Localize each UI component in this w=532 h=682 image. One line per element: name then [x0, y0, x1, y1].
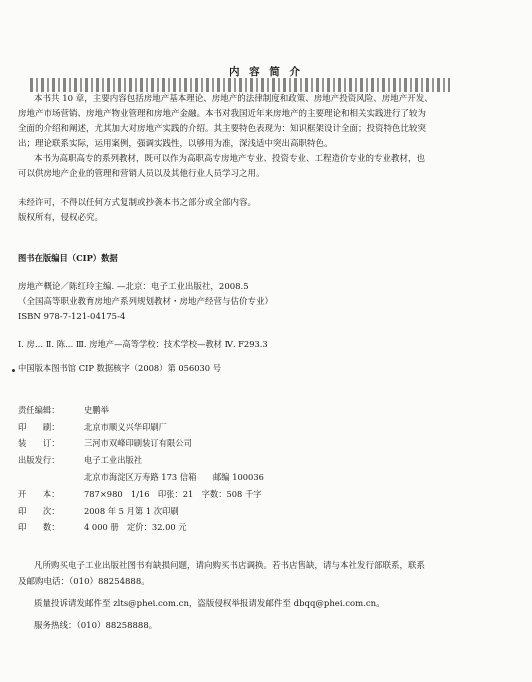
colophon-row [18, 454, 143, 466]
notice-block [18, 196, 498, 226]
notice-line: 版权所有，侵权必究。 [18, 213, 104, 223]
cip-heading: 图书在版编目（CIP）数据 [18, 253, 118, 263]
colophon-label: 开 本： [18, 489, 60, 499]
colophon-label: 装 订： [18, 438, 60, 448]
colophon-value: 电子工业出版社 [84, 455, 143, 465]
colophon-value: 北京市海淀区万寿路 173 信箱 邮编 100036 [84, 472, 264, 482]
colophon-row [18, 437, 192, 449]
cip-line: （全国高等职业教育房地产系列规划教材・房地产经营与估价专业） [18, 297, 274, 307]
cip-line: ISBN 978-7-121-04175-4 [18, 312, 126, 322]
intro-line: 本书为高职高专的系列教材，既可以作为高职高专房地产专业、投资专业、工程造价专业的专业教材，也 [34, 154, 426, 164]
footer-line: 凡所购买电子工业出版社图书有缺损问题，请向购买书店调换。若书店售缺，请与本社发行部联系，联系 [34, 561, 426, 571]
footer-block [18, 558, 498, 634]
colophon-label: 印 次： [18, 506, 60, 516]
colophon-row [18, 404, 109, 416]
footer-line: 服务热线：（010）88258888。 [34, 621, 158, 631]
colophon-row [18, 488, 262, 500]
scan-speck [12, 369, 15, 372]
garbled-scan-line [30, 78, 450, 92]
colophon-value: 787×980 1/16 印张：21 字数：508 千字 [84, 489, 262, 499]
colophon-label: 印 数： [18, 522, 60, 532]
colophon-value: 4 000 册 定价：32.00 元 [84, 522, 187, 532]
footer-line: 质量投诉请发邮件至 zlts@phei.com.cn，盗版侵权举报请发邮件至 dbqq@phei.com.cn。 [34, 599, 385, 609]
footer-line: 及邮购电话：（010）88254888。 [18, 577, 150, 587]
intro-paragraph [18, 92, 498, 182]
colophon-value: 2008 年 5 月第 1 次印刷 [84, 506, 179, 516]
cip-record: 中国版本图书馆 CIP 数据核字（2008）第 056030 号 [18, 363, 221, 373]
colophon-value: 史鹏举 [84, 405, 109, 415]
colophon-value: 北京市顺义兴华印刷厂 [84, 422, 167, 432]
colophon-value: 三河市双峰印刷装订有限公司 [84, 438, 192, 448]
intro-line: 全面的介绍和阐述，尤其加大对房地产实践的介绍。其主要特色表现为：知识框架设计全面；投资特色比较突 [18, 124, 427, 134]
cip-line: 房地产概论／陈红玲主编. —北京：电子工业出版社，2008.5 [18, 282, 249, 292]
colophon-label: 责任编辑： [18, 405, 60, 415]
notice-line: 未经许可，不得以任何方式复制或抄袭本书之部分或全部内容。 [18, 198, 257, 208]
intro-line: 本书共 10 章，主要内容包括房地产基本理论、房地产的法律制度和政策、房地产投资风险、房地产开发、 [34, 94, 433, 104]
colophon-row [18, 521, 187, 533]
cip-block [18, 280, 498, 325]
intro-line: 出；理论联系实际，运用案例，强调实践性，以够用为准，深浅适中突出高职特色。 [18, 139, 333, 149]
colophon-label: 出版发行： [18, 455, 60, 465]
cip-classification: Ⅰ. 房… Ⅱ. 陈… Ⅲ. 房地产—高等学校：技术学校—教材 Ⅳ. F293.3 [18, 339, 268, 349]
intro-line: 房地产市场营销、房地产物业管理和房地产金融。本书对我国近年来房地产的主要理论和相关实践进行了较为 [18, 109, 427, 119]
intro-line: 可以供房地产企业的管理和营销人员以及其他行业人员学习之用。 [18, 169, 265, 179]
colophon-row [18, 421, 167, 433]
colophon-row [18, 505, 179, 517]
colophon-label: 印 刷： [18, 422, 60, 432]
page-title: 内 容 简 介 [229, 66, 303, 78]
